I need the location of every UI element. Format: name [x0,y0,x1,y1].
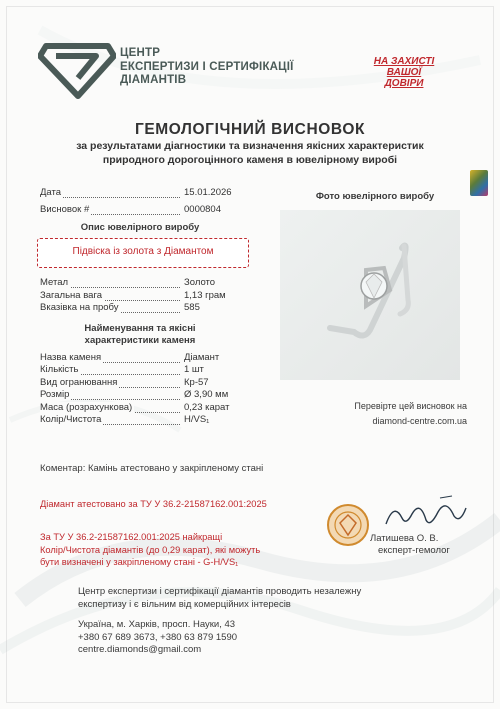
jewelry-photo [280,210,460,380]
photo-label: Фото ювелірного виробу [315,191,435,202]
email-link[interactable]: centre.diamonds@gmail.com [78,644,202,655]
hologram-sticker [470,170,488,196]
phone-numbers[interactable]: +380 67 689 3673, +380 63 879 1590 [78,631,238,643]
official-seal-icon [326,503,370,547]
stone-heading-line-1: Найменування та якісні [84,323,196,334]
slogan-stamp [358,56,450,89]
detail-value: Діамант [184,352,220,363]
slogan-line-1: НА ЗАХИСТІ [373,56,435,67]
org-line-1: ЦЕНТР [120,47,161,59]
organization-name [120,47,294,88]
org-line-2: ЕКСПЕРТИЗИ І СЕРТИФІКАЦІЇ [120,60,294,73]
detail-label: Метал [40,277,69,288]
number-label: Висновок # [40,204,90,215]
detail-value: 585 [184,302,200,313]
item-description-text: Підвіска із золота з Діамантом [72,246,214,257]
slogan-line-2: ВАШОЇ [386,67,422,78]
org-line-3: ДІАМАНТІВ [120,74,187,86]
detail-value: Кр-57 [184,376,209,388]
verify-text: Перевірте цей висновок на [354,401,467,411]
disclaimer-line-1: Центр експертизи і сертифікації діамантів проводить незалежну [78,586,362,597]
comment-text: Коментар: Камінь атестовано у закріпленому стані [40,463,264,474]
diamond-logo-icon [38,42,116,100]
item-description-heading: Опис ювелірного виробу [80,222,200,233]
subtitle-line-2: природного дорогоцінного каменя в ювелірному виробі [102,153,398,166]
date-label: Дата [40,187,62,198]
slogan-line-3: ДОВІРИ [384,78,424,89]
verify-url[interactable]: diamond-centre.com.ua [372,416,467,426]
detail-value: 1 шт [184,364,204,376]
detail-label: Кількість [40,364,79,376]
detail-label: Назва каменя [40,352,102,363]
detail-value: 1,13 грам [184,289,226,301]
detail-label: Загальна вага [40,289,102,301]
detail-label: Вказівка на пробу [40,302,119,313]
disclaimer [78,586,478,611]
signature-image [380,494,470,532]
number-value: 0000804 [184,204,221,215]
document-subtitle [30,140,470,167]
address: Україна, м. Харків, просп. Науки, 43 [78,619,236,630]
pendant-image [280,210,460,380]
detail-label: Вид огранювання [40,376,118,388]
date-value: 15.01.2026 [184,187,232,198]
note-line-1: За ТУ У 36.2-21587162.001:2025 найкращі [40,532,223,542]
detail-value: 0,23 карат [184,401,230,413]
signer-name: Латишева О. В. [370,533,439,544]
detail-value: Ø 3,90 мм [184,389,229,401]
disclaimer-line-2: експертизу і є вільним від комерційних інтересів [78,598,291,610]
stone-heading-line-2: характеристики каменя [84,335,196,346]
detail-label: Розмір [40,389,70,401]
document-title: ГЕМОЛОГІЧНИЙ ВИСНОВОК [134,121,366,138]
comment [40,463,263,474]
certification-standard: Діамант атестовано за ТУ У 36.2-21587162.001:2025 [40,499,267,509]
detail-label: Маса (розрахункова) [40,401,133,413]
subtitle-line-1: за результатами діагностики та визначення якісних характеристик [76,140,424,152]
note-line-3: бути визначені у закріпленому стані - G-H/VS₁ [40,557,239,567]
signer-role: експерт-гемолог [378,545,450,556]
detail-value: Золото [184,277,216,288]
note-line-2: Колір/Чистота діамантів (до 0,29 карат), які можуть [40,544,261,555]
detail-value: H/VS₁ [184,414,210,425]
quality-note [40,531,310,569]
contact-info [78,619,378,657]
detail-label: Колір/Чистота [40,414,102,425]
